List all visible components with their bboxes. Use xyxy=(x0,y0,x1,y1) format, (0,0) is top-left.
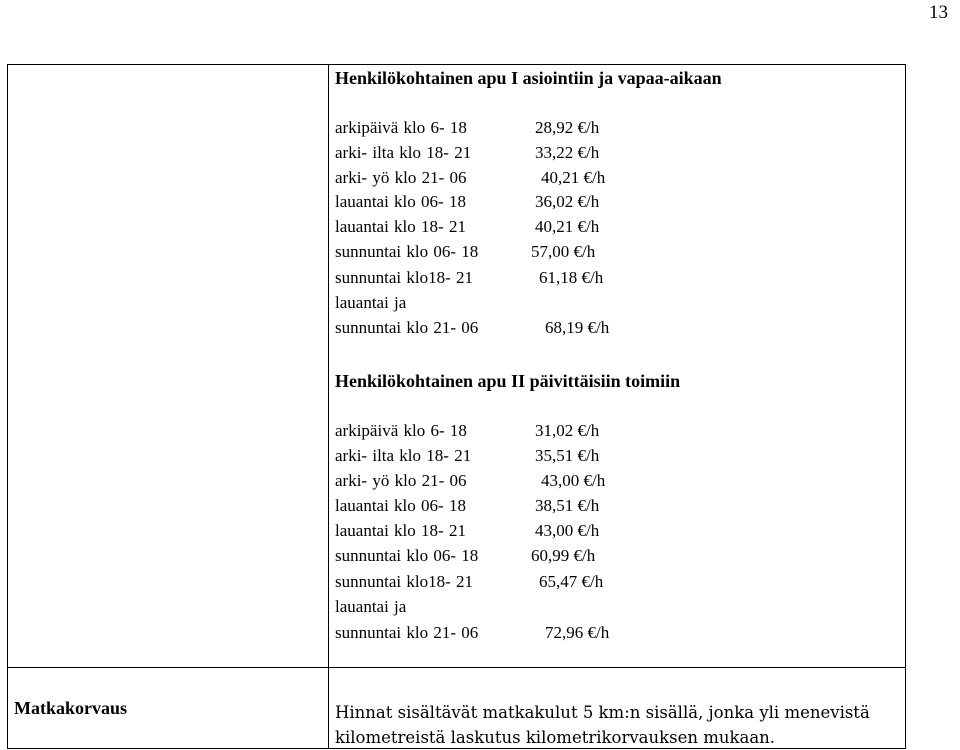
rate-row xyxy=(335,116,599,140)
matkakorvaus-label: Matkakorvaus xyxy=(14,698,128,718)
rate-row xyxy=(335,519,599,543)
rate-price: 40,21 €/h xyxy=(535,217,600,236)
rate-row xyxy=(335,469,605,493)
rate-label: arkipäivä klo 6- 18 xyxy=(335,421,467,440)
rate-price: 60,99 €/h xyxy=(531,546,596,565)
rate-row xyxy=(335,621,609,645)
rate-price: 40,21 €/h xyxy=(541,168,606,187)
rate-price: 57,00 €/h xyxy=(531,242,596,261)
rate-row xyxy=(335,419,599,443)
rate-price: 43,00 €/h xyxy=(541,471,606,490)
rate-row xyxy=(335,266,603,290)
rate-row xyxy=(335,316,609,340)
rate-row xyxy=(335,494,599,518)
rate-label: arki- ilta klo 18- 21 xyxy=(335,446,472,465)
rate-label: lauantai ja xyxy=(335,293,407,312)
rate-label: sunnuntai klo18- 21 xyxy=(335,572,473,591)
rate-row xyxy=(335,190,599,214)
rate-price: 28,92 €/h xyxy=(535,118,600,137)
rate-label: sunnuntai klo 21- 06 xyxy=(335,623,479,642)
rate-label: arki- yö klo 21- 06 xyxy=(335,168,467,187)
rate-label: lauantai klo 06- 18 xyxy=(335,496,466,515)
rate-label: lauantai ja xyxy=(335,597,407,616)
rate-label: arki- ilta klo 18- 21 xyxy=(335,143,472,162)
rate-price: 68,19 €/h xyxy=(545,318,610,337)
rate-price: 38,51 €/h xyxy=(535,496,600,515)
rate-label: sunnuntai klo 06- 18 xyxy=(335,546,479,565)
rate-row xyxy=(335,141,599,165)
rate-row xyxy=(335,240,595,264)
row-divider xyxy=(8,667,905,668)
rate-label: lauantai klo 06- 18 xyxy=(335,192,466,211)
rate-row xyxy=(335,215,599,239)
section-title-paivittaiset: Henkilökohtainen apu II päivittäisiin toimiin xyxy=(335,371,681,391)
rate-label: lauantai klo 18- 21 xyxy=(335,217,466,236)
rate-price: 36,02 €/h xyxy=(535,192,600,211)
matkakorvaus-text: Hinnat sisältävät matkakulut 5 km:n sisällä, jonka yli menevistä kilometreistä laskutus kilometrikorvauksen mukaan. xyxy=(335,703,870,747)
rate-row xyxy=(335,595,531,619)
rate-label: arki- yö klo 21- 06 xyxy=(335,471,467,490)
column-divider xyxy=(328,65,329,748)
rate-row xyxy=(335,544,595,568)
rate-price: 35,51 €/h xyxy=(535,446,600,465)
rate-label: lauantai klo 18- 21 xyxy=(335,521,466,540)
page-number: 13 xyxy=(929,2,948,23)
rate-label: sunnuntai klo 06- 18 xyxy=(335,242,479,261)
rate-row xyxy=(335,570,603,594)
rate-label: arkipäivä klo 6- 18 xyxy=(335,118,467,137)
rate-price: 43,00 €/h xyxy=(535,521,600,540)
rate-label: sunnuntai klo18- 21 xyxy=(335,268,473,287)
section-title-asiointi: Henkilökohtainen apu I asiointiin ja vapaa-aikaan xyxy=(335,68,722,88)
rate-price: 31,02 €/h xyxy=(535,421,600,440)
rate-price: 61,18 €/h xyxy=(539,268,604,287)
rate-row xyxy=(335,166,605,190)
rate-price: 72,96 €/h xyxy=(545,623,610,642)
rate-label: sunnuntai klo 21- 06 xyxy=(335,318,479,337)
rate-row xyxy=(335,291,531,315)
rate-price: 33,22 €/h xyxy=(535,143,600,162)
rate-row xyxy=(335,444,599,468)
rate-price: 65,47 €/h xyxy=(539,572,604,591)
